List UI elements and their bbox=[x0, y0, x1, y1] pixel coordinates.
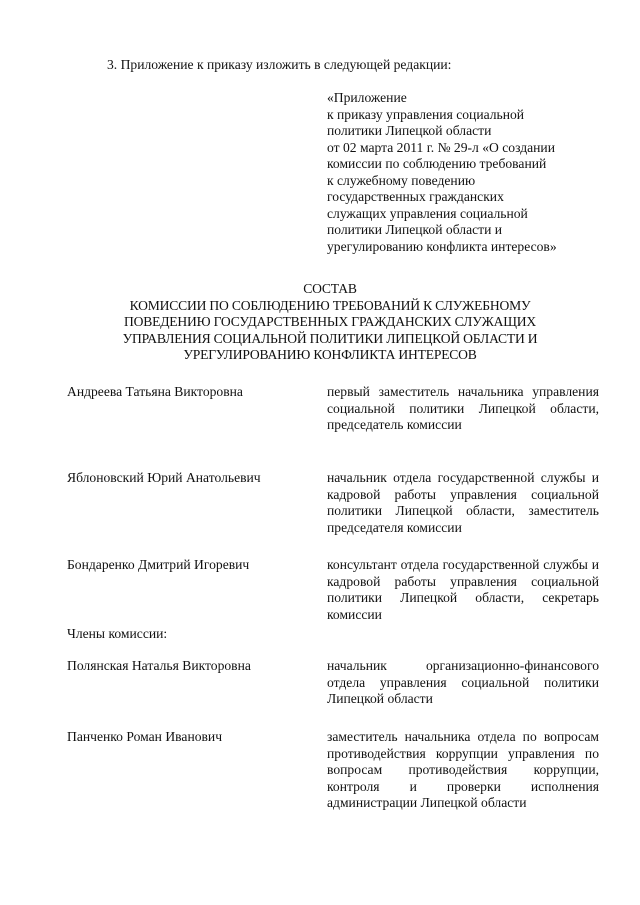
title-line: УРЕГУЛИРОВАНИЮ КОНФЛИКТА ИНТЕРЕСОВ bbox=[183, 347, 477, 362]
appendix-header bbox=[327, 90, 602, 255]
appendix-line: служащих управления социальной bbox=[327, 205, 528, 221]
appendix-line: политики Липецкой области bbox=[327, 123, 492, 138]
intro-paragraph: 3. Приложение к приказу изложить в следующей редакции: bbox=[107, 57, 452, 72]
appendix-line: к приказу управления социальной bbox=[327, 106, 525, 122]
appendix-line: комиссии по соблюдению требований bbox=[327, 156, 547, 171]
member-name: Бондаренко Дмитрий Игоревич bbox=[67, 557, 250, 572]
member-name: Яблоновский Юрий Анатольевич bbox=[67, 470, 261, 485]
appendix-line: «Приложение bbox=[327, 90, 407, 105]
appendix-line: от 02 марта 2011 г. № 29-л «О создании bbox=[327, 139, 555, 155]
member-role: начальник организационно-финансового отдела управления социальной политики Липецкой области bbox=[327, 658, 599, 706]
title-line: ПОВЕДЕНИЮ ГОСУДАРСТВЕННЫХ ГРАЖДАНСКИХ СЛУЖАЩИХ bbox=[124, 314, 536, 329]
appendix-line: к служебному поведению bbox=[327, 172, 476, 188]
appendix-line: урегулированию конфликта интересов» bbox=[327, 238, 557, 254]
members-label: Члены комиссии: bbox=[67, 626, 168, 641]
member-role: начальник отдела государственной службы и кадровой работы управления социальной политики Липецкой области, заместитель председателя комиссии bbox=[327, 470, 599, 535]
member-role: консультант отдела государственной службы и кадровой работы управления социальной политики Липецкой области, секретарь комиссии bbox=[327, 557, 599, 622]
document-title bbox=[60, 281, 600, 364]
title-line: СОСТАВ bbox=[303, 281, 357, 296]
member-role: заместитель начальника отдела по вопросам противодействия коррупции управления по вопросам противодействия коррупции, контроля и проверки исполнения администрации Липецкой области bbox=[327, 729, 599, 810]
member-role: первый заместитель начальника управления социальной политики Липецкой области, председатель комиссии bbox=[327, 384, 599, 432]
member-name: Андреева Татьяна Викторовна bbox=[67, 384, 243, 399]
member-name: Полянская Наталья Викторовна bbox=[67, 658, 251, 673]
member-name: Панченко Роман Иванович bbox=[67, 729, 223, 744]
title-line: УПРАВЛЕНИЯ СОЦИАЛЬНОЙ ПОЛИТИКИ ЛИПЕЦКОЙ ОБЛАСТИ И bbox=[122, 330, 538, 346]
title-line: КОМИССИИ ПО СОБЛЮДЕНИЮ ТРЕБОВАНИЙ К СЛУЖЕБНОМУ bbox=[129, 297, 531, 313]
appendix-line: политики Липецкой области и bbox=[327, 222, 503, 237]
appendix-line: государственных гражданских bbox=[327, 189, 504, 204]
